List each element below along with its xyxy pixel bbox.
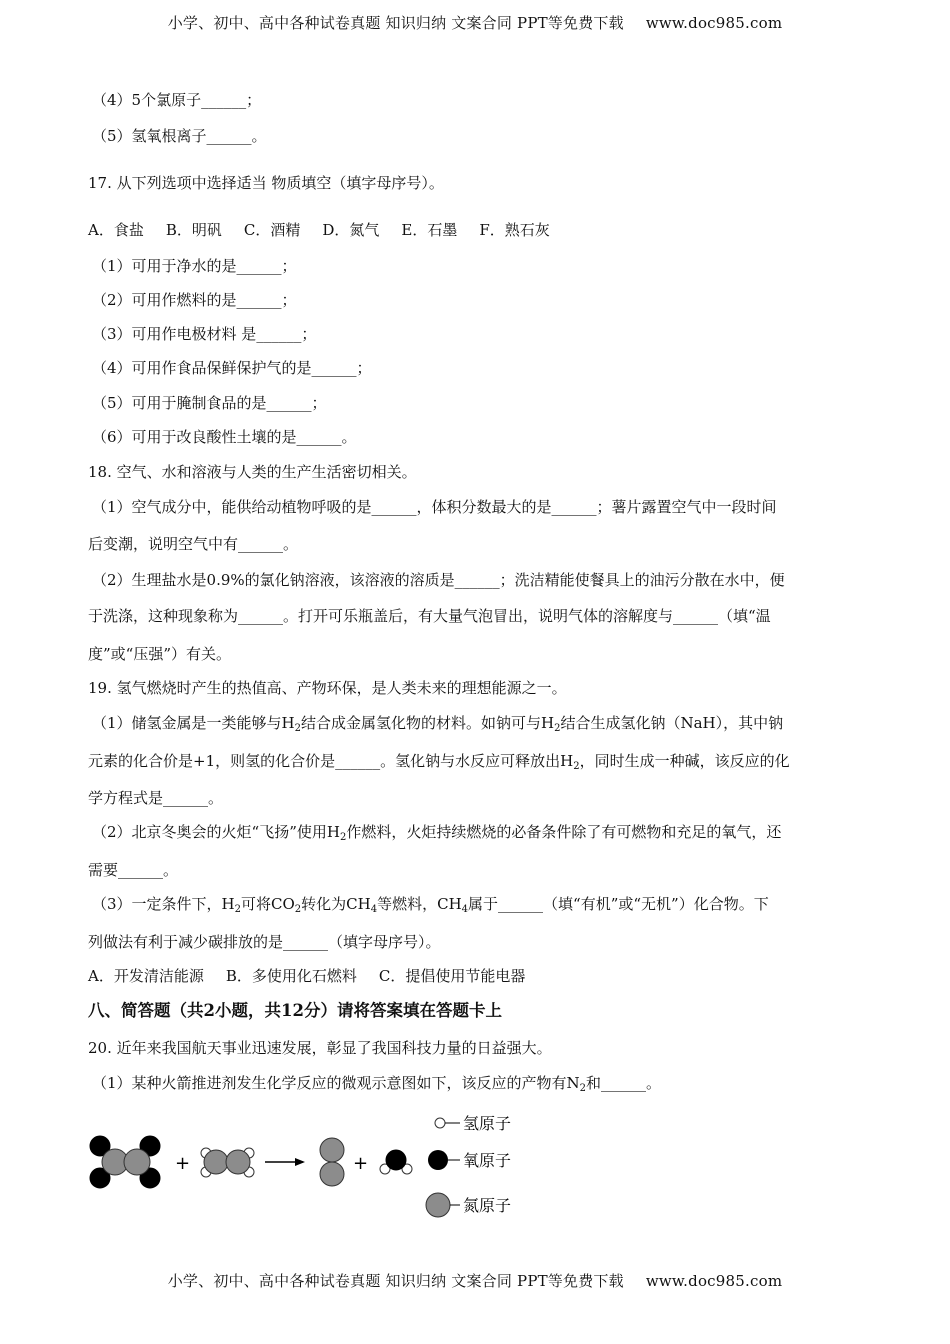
q18-part2-line3: 度”或“压强”）有关。 xyxy=(88,645,232,663)
q17-item: （1）可用于净水的是______； xyxy=(92,257,297,275)
q18-part1-line1: （1）空气成分中，能供给动植物呼吸的是______，体积分数最大的是______；薯片露置空气中一段时间 xyxy=(92,498,777,516)
legend-oxygen-label: 氧原子 xyxy=(463,1151,512,1170)
q17-item: （3）可用作电极材料 是______； xyxy=(92,325,317,343)
legend-nitrogen-icon xyxy=(426,1193,450,1217)
q18-part1-line2: 后变潮，说明空气中有______。 xyxy=(88,535,299,553)
q19-part1-line2: 元素的化合价是+1，则氢的化合价是______。氢化钠与水反应可释放出$H_2$，同时生成一种碱，该反应的化 xyxy=(88,752,790,772)
option-e: E．石墨 xyxy=(401,221,458,239)
n2h4-molecule xyxy=(201,1148,254,1177)
option-d: D．氮气 xyxy=(322,221,380,239)
q19-part2-line2: 需要______。 xyxy=(88,861,179,879)
plus-sign-1: + xyxy=(175,1153,191,1174)
legend-oxygen-icon xyxy=(428,1150,448,1170)
q17-options xyxy=(88,220,864,240)
option-b: B．明矾 xyxy=(165,221,222,239)
q19-part3-line1: （3）一定条件下，$H_2$可将$CO_2$转化为$CH_4$等燃料，$CH_4$属于______（填“有机”或“无机”）化合物。下 xyxy=(92,895,769,915)
q19-part1-line3: 学方程式是______。 xyxy=(88,789,224,807)
option-c: C．酒精 xyxy=(243,221,301,239)
q18-stem: 18. 空气、水和溶液与人类的生产生活密切相关。 xyxy=(88,463,417,481)
q17-item: （2）可用作燃料的是______； xyxy=(92,291,297,309)
option-a: A．食盐 xyxy=(88,221,144,239)
q19-part1-line1: （1）储氢金属是一类能够与$H_2$结合成金属氢化物的材料。如钠可与$H_2$结合生成氢化钠（NaH），其中钠 xyxy=(92,714,784,734)
q20-stem: 20. 近年来我国航天事业迅速发展，彰显了我国科技力量的日益强大。 xyxy=(88,1039,552,1057)
legend-hydrogen-icon xyxy=(435,1118,445,1128)
q19-options xyxy=(88,966,864,986)
q20-part1: （1）某种火箭推进剂发生化学反应的微观示意图如下，该反应的产物有$N_2$和______。 xyxy=(92,1074,662,1094)
q16-part5: （5）氢氧根离子______。 xyxy=(92,127,267,145)
footer-site[interactable]: www.doc985.com xyxy=(645,1272,783,1290)
legend-nitrogen-label: 氮原子 xyxy=(463,1196,512,1215)
option-b: B．多使用化石燃料 xyxy=(225,967,357,985)
h2o-molecule xyxy=(380,1150,412,1174)
option-a: A．开发清洁能源 xyxy=(88,967,204,985)
plus-sign-2: + xyxy=(353,1153,369,1174)
page-footer xyxy=(0,1270,950,1291)
reaction-arrow xyxy=(265,1158,305,1166)
q16-part4: （4）5个氯原子______； xyxy=(92,91,262,109)
footer-text: 小学、初中、高中各种试卷真题 知识归纳 文案合同 PPT等免费下载 xyxy=(167,1272,624,1290)
page-header xyxy=(0,12,950,33)
option-f: F．熟石灰 xyxy=(479,221,550,239)
q19-part3-line2: 列做法有利于减少碳排放的是______（填字母序号）。 xyxy=(88,933,441,951)
option-c: C．提倡使用节能电器 xyxy=(378,967,526,985)
n2-molecule xyxy=(320,1138,344,1186)
q18-part2-line2: 于洗涤，这种现象称为______。打开可乐瓶盖后，有大量气泡冒出，说明气体的溶解度与______（填“温 xyxy=(88,607,771,625)
q17-stem: 17. 从下列选项中选择适当 物质填空（填字母序号）。 xyxy=(88,174,444,192)
q17-item: （4）可用作食品保鲜保护气的是______； xyxy=(92,359,372,377)
reaction-diagram xyxy=(85,1108,555,1228)
q19-part2-line1: （2）北京冬奥会的火炬“飞扬”使用$H_2$作燃料，火炬持续燃烧的必备条件除了有可燃物和充足的氧气，还 xyxy=(92,823,782,843)
section-8-title: 八、简答题（共2小题，共12分）请将答案填在答题卡上 xyxy=(88,1001,502,1020)
q18-part2-line1: （2）生理盐水是0.9%的氯化钠溶液，该溶液的溶质是______；洗洁精能使餐具上的油污分散在水中，便 xyxy=(92,571,785,589)
q19-stem: 19. 氢气燃烧时产生的热值高、产物环保，是人类未来的理想能源之一。 xyxy=(88,679,567,697)
header-site[interactable]: www.doc985.com xyxy=(645,14,783,32)
n2o4-molecule xyxy=(90,1136,160,1188)
q17-item: （6）可用于改良酸性土壤的是______。 xyxy=(92,428,357,446)
legend-hydrogen-label: 氢原子 xyxy=(463,1114,512,1133)
header-text: 小学、初中、高中各种试卷真题 知识归纳 文案合同 PPT等免费下载 xyxy=(167,14,624,32)
q17-item: （5）可用于腌制食品的是______； xyxy=(92,394,327,412)
legend xyxy=(426,1114,511,1217)
